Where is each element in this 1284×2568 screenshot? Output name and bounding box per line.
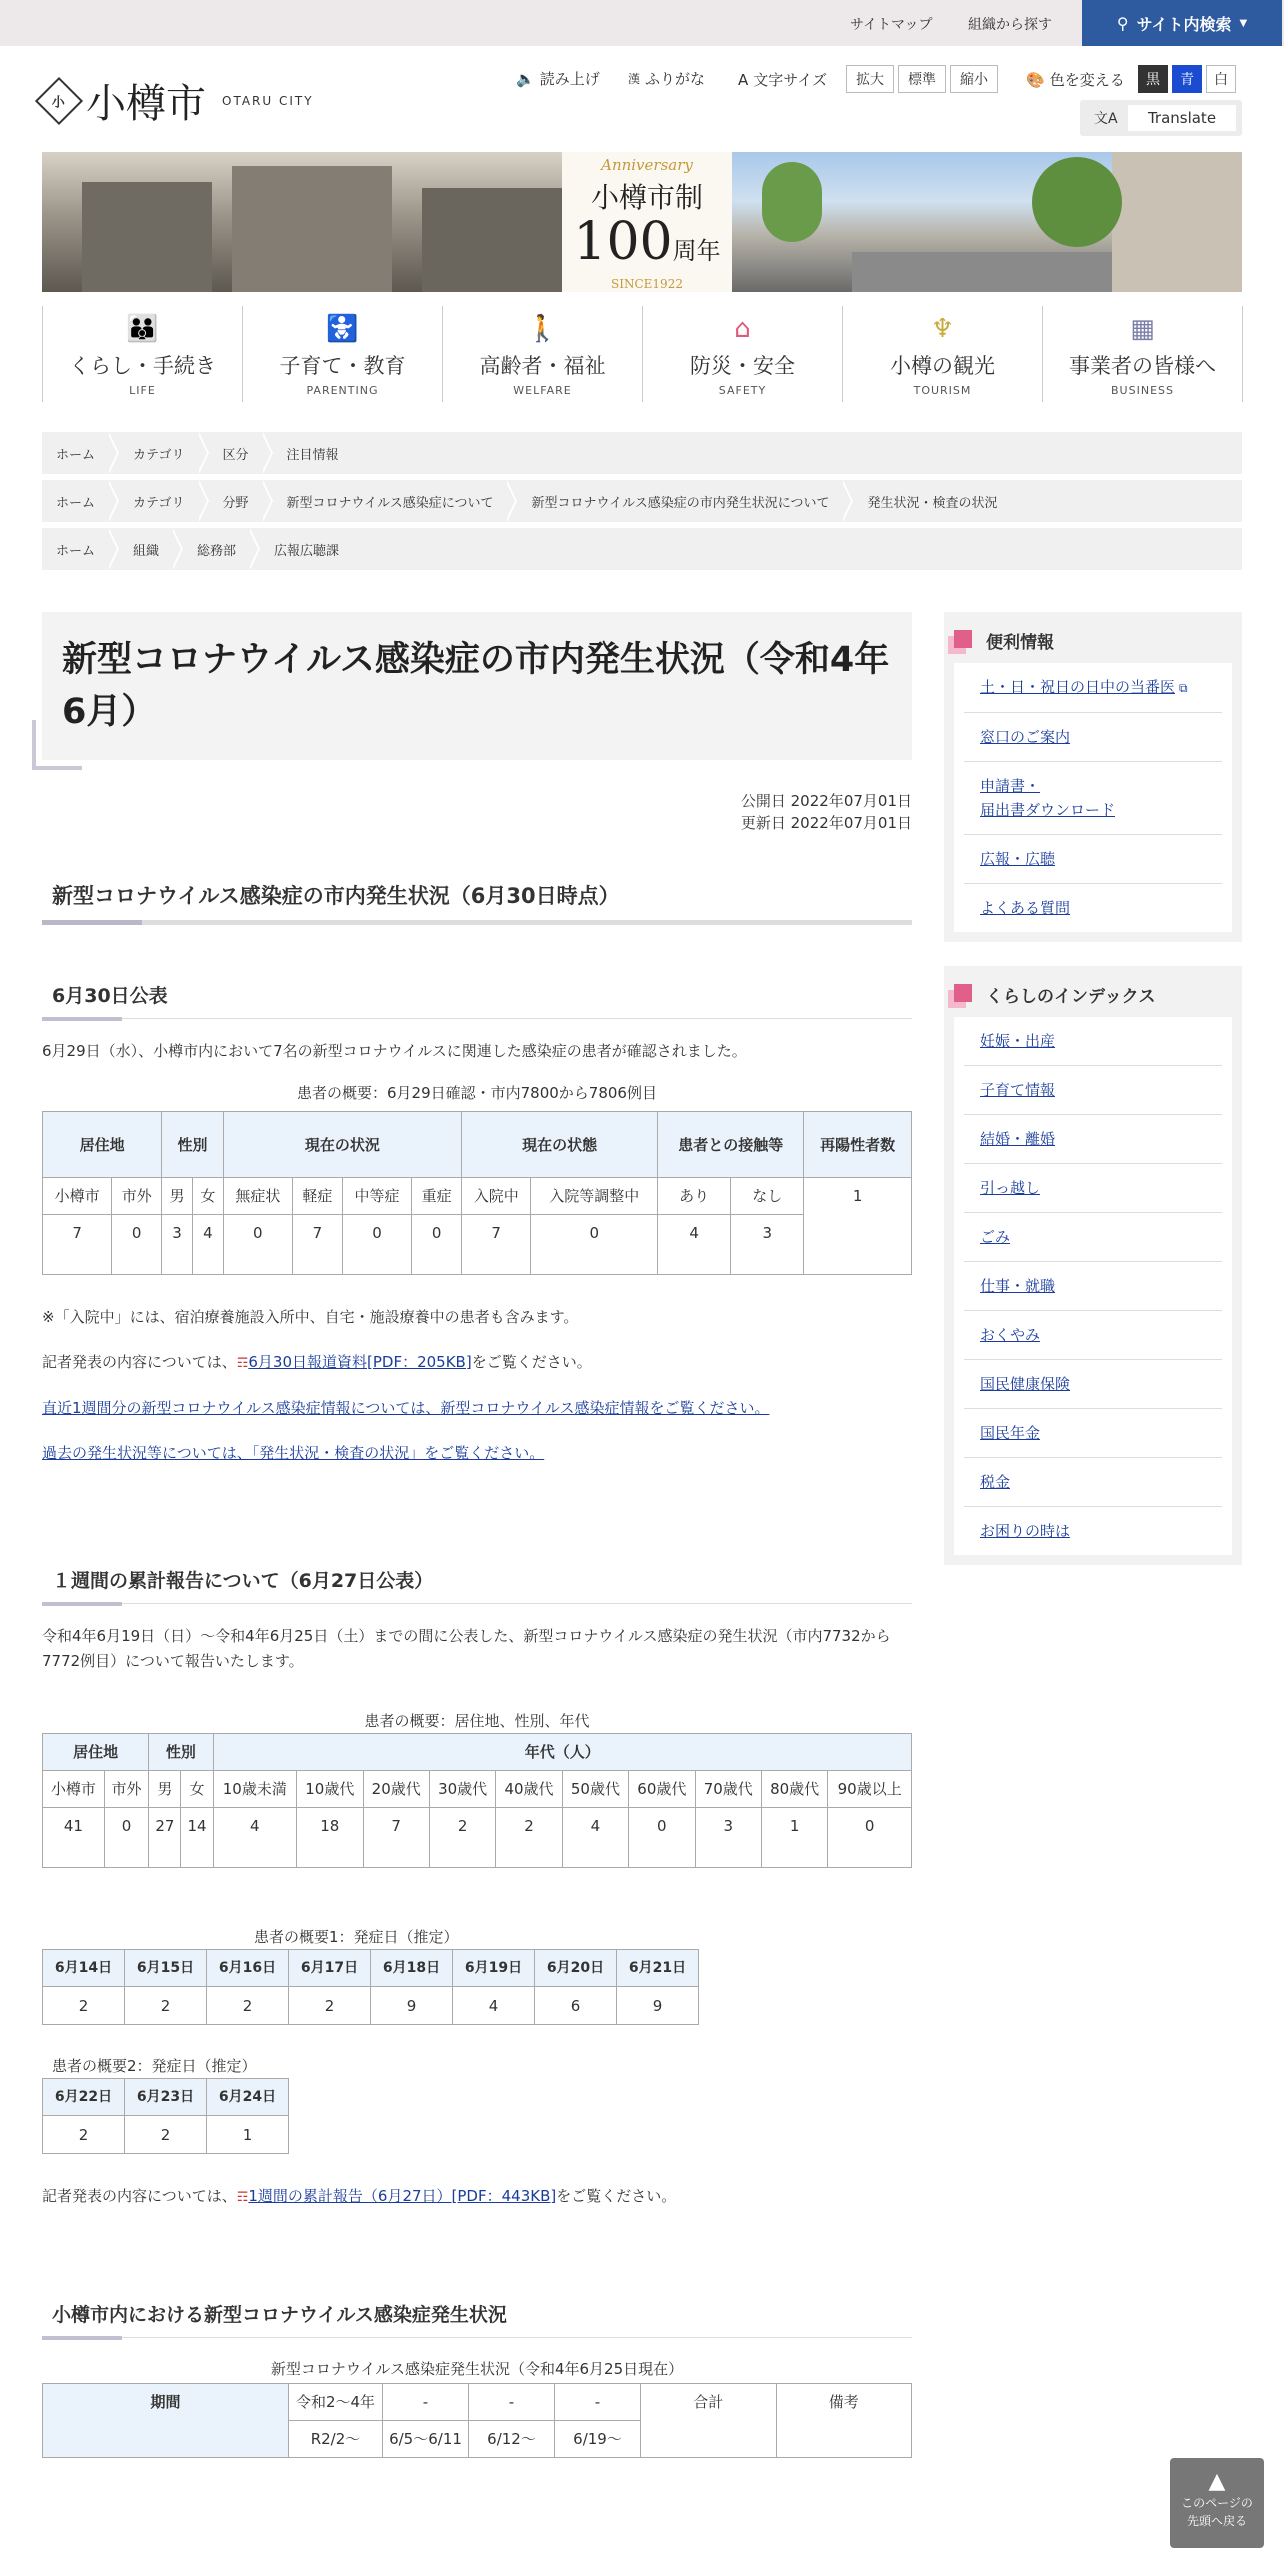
sidebar-item: [964, 663, 1222, 713]
breadcrumb-item[interactable]: カテゴリ: [119, 432, 208, 474]
nav-item-label: 小樽の観光: [890, 354, 995, 378]
table-cell: 9: [371, 1987, 453, 2025]
table-cell: 2: [43, 1987, 125, 2025]
nav-item-life[interactable]: [42, 306, 243, 402]
lamp-icon: ♆: [930, 314, 955, 344]
paragraph: 令和4年6月19日（日）～令和4年6月25日（土）までの間に公表した、新型コロナウイルス感染症の発生状況（市内7732から7772例目）について報告いたします。: [42, 1627, 891, 1670]
nav-item-business[interactable]: [1042, 306, 1243, 402]
table-cell: 90歳以上: [828, 1771, 912, 1808]
stroller-icon: 🚼: [326, 314, 359, 344]
table-cell: 10歳代: [297, 1771, 363, 1808]
breadcrumb: [42, 480, 1242, 522]
sidebar-link[interactable]: 国民年金: [980, 1424, 1041, 1442]
breadcrumb-item: 広報広聴課: [274, 543, 340, 559]
city-emblem-icon: 小: [35, 76, 83, 124]
table-cell: 3: [162, 1215, 193, 1275]
site-logo[interactable]: [42, 72, 314, 129]
table-cell: 2: [429, 1808, 495, 1868]
sidebar-item: [964, 1115, 1222, 1164]
table-cell: 70歳代: [695, 1771, 761, 1808]
font-icon: A: [738, 70, 749, 89]
table-header: 6月19日: [453, 1950, 535, 1987]
org-search-link[interactable]: 組織から探す: [968, 17, 1052, 33]
family-icon: 👪: [126, 314, 159, 344]
logo-en-text: OTARU CITY: [222, 93, 314, 108]
color-change-label: 🎨 色を変える: [1026, 70, 1125, 89]
sidebar-life-index: [944, 966, 1242, 1565]
nav-item-en-label: LIFE: [129, 384, 156, 397]
breadcrumb-item[interactable]: 総務部: [183, 528, 260, 570]
walking-icon: 🚶: [526, 314, 559, 344]
table-header: 6月15日: [125, 1950, 207, 1987]
table-header: 6月22日: [43, 2079, 125, 2116]
table-cell: 2: [289, 1987, 371, 2025]
nav-item-en-label: BUSINESS: [1111, 384, 1174, 397]
table-header: 6月21日: [617, 1950, 699, 1987]
updated-date: 更新日 2022年07月01日: [740, 814, 912, 832]
table-cell: 女: [181, 1771, 213, 1808]
table-cell: 1: [761, 1808, 827, 1868]
nav-item-label: くらし・手続き: [69, 354, 216, 378]
table-cell: 41: [43, 1808, 105, 1868]
sidebar-item: [964, 1458, 1222, 1507]
table-cell: 7: [292, 1215, 342, 1275]
font-size-down-button[interactable]: 縮小: [950, 65, 998, 93]
color-blue-button[interactable]: 青: [1172, 65, 1202, 93]
sidebar-link[interactable]: 子育て情報: [980, 1081, 1056, 1099]
sidebar-item: [964, 1262, 1222, 1311]
translate-button[interactable]: Translate: [1128, 105, 1236, 131]
table-cell: 0: [531, 1215, 658, 1275]
table-cell: 3: [731, 1215, 804, 1275]
table-cell: 80歳代: [761, 1771, 827, 1808]
table-cell: 0: [223, 1215, 292, 1275]
table-caption: 新型コロナウイルス感染症発生状況（令和4年6月25日現在）: [270, 2360, 684, 2378]
sidebar-item: [964, 762, 1222, 835]
nav-item-en-label: WELFARE: [513, 384, 572, 397]
breadcrumb-item[interactable]: ホーム: [42, 432, 119, 474]
pdf-icon: ☶: [236, 1356, 249, 1371]
subsection-heading: 小樽市内における新型コロナウイルス感染症発生状況: [42, 2290, 912, 2338]
table-cell: 合計: [641, 2384, 777, 2458]
color-white-button[interactable]: 白: [1206, 65, 1236, 93]
table-cell: 60歳代: [629, 1771, 695, 1808]
nav-item-label: 防災・安全: [690, 354, 795, 378]
sidebar-link[interactable]: 仕事・就職: [980, 1277, 1056, 1295]
breadcrumb: [42, 528, 1242, 570]
sidebar-item: [964, 713, 1222, 762]
nav-item-safety[interactable]: [642, 306, 843, 402]
global-nav: [42, 306, 1242, 402]
weekly-summary-table: [42, 1733, 912, 1868]
table-cell: 0: [104, 1808, 149, 1868]
table-cell: 4: [453, 1987, 535, 2025]
sidebar-item: [964, 1311, 1222, 1360]
breadcrumb-item: 注目情報: [286, 447, 339, 463]
table-header: 6月23日: [125, 2079, 207, 2116]
status-table: [42, 2383, 912, 2458]
table-cell: -: [383, 2384, 469, 2421]
table-cell: 4: [213, 1808, 297, 1868]
table-header: 6月18日: [371, 1950, 453, 1987]
nav-item-en-label: TOURISM: [913, 384, 972, 397]
table-cell: 3: [695, 1808, 761, 1868]
sidebar-item: [964, 1409, 1222, 1458]
table-cell: あり: [658, 1178, 731, 1215]
search-icon: ⚲: [1116, 13, 1129, 33]
sidebar-link[interactable]: 申請書・ 届出書ダウンロード: [980, 777, 1116, 819]
table-cell: 1: [207, 2116, 289, 2154]
table-caption: 患者の概要2：発症日（推定）: [52, 2057, 257, 2075]
font-size-label: A 文字サイズ: [738, 70, 828, 89]
sidebar-link[interactable]: 広報・広聴: [980, 850, 1056, 868]
sidebar-link[interactable]: 土・日・祝日の日中の当番医: [980, 678, 1176, 696]
table-cell: 6/5〜6/11: [383, 2421, 469, 2458]
table-header: 6月24日: [207, 2079, 289, 2116]
table-header: 居住地: [43, 1112, 162, 1178]
building-icon: ▦: [1130, 314, 1155, 344]
table-cell: 0: [112, 1215, 162, 1275]
nav-item-welfare[interactable]: [442, 306, 643, 402]
breadcrumb-item[interactable]: 区分: [209, 432, 273, 474]
table-cell: 0: [828, 1808, 912, 1868]
sidebar-heading: くらしのインデックス: [944, 966, 1242, 1017]
table-cell: 6/12〜: [469, 2421, 555, 2458]
table-cell: 18: [297, 1808, 363, 1868]
table-cell: なし: [731, 1178, 804, 1215]
table-header: 性別: [149, 1734, 213, 1771]
sitemap-link[interactable]: サイトマップ: [850, 17, 933, 33]
nav-item-tourism[interactable]: [842, 306, 1043, 402]
table-header: 6月14日: [43, 1950, 125, 1987]
breadcrumb-item: 発生状況・検査の状況: [867, 495, 998, 511]
paragraph: 6月29日（水）、小樽市内において7名の新型コロナウイルスに関連した感染症の患者が確認されました。: [42, 1042, 747, 1060]
table-cell: 20歳代: [363, 1771, 429, 1808]
sidebar-item: [964, 1360, 1222, 1409]
table-cell: -: [555, 2384, 641, 2421]
table-cell: 男: [149, 1771, 181, 1808]
sidebar-link[interactable]: 窓口のご案内: [980, 728, 1071, 746]
site-search-label: サイト内検索: [1136, 14, 1232, 34]
table-cell: 7: [43, 1215, 112, 1275]
press-release-link[interactable]: 6月30日報道資料[PDF：205KB]: [248, 1353, 472, 1371]
house-icon: ⌂: [734, 314, 751, 344]
sidebar-item: [964, 1507, 1222, 1555]
nav-item-label: 事業者の皆様へ: [1069, 354, 1216, 378]
font-size-up-button[interactable]: 拡大: [846, 65, 894, 93]
logo-text: 小樽市: [86, 81, 206, 127]
table-cell: 2: [43, 2116, 125, 2154]
breadcrumb-item[interactable]: ホーム: [42, 480, 119, 522]
table-caption: 患者の概要1：発症日（推定）: [254, 1928, 459, 1946]
table-cell: 27: [149, 1808, 181, 1868]
table-cell: 2: [207, 1987, 289, 2025]
press-release-text: 記者発表の内容については、☶1週間の累計報告（6月27日）[PDF：443KB]をご覧ください。: [42, 2187, 677, 2205]
table-header: 期間: [43, 2384, 289, 2458]
subsection-heading: １週間の累計報告について（6月27日公表）: [42, 1556, 912, 1604]
breadcrumb-item[interactable]: 新型コロナウイルス感染症について: [273, 480, 518, 522]
sidebar-item: [964, 835, 1222, 884]
nav-item-en-label: SAFETY: [718, 384, 767, 397]
breadcrumb-item[interactable]: 組織: [119, 528, 183, 570]
table-cell: 軽症: [292, 1178, 342, 1215]
table-cell: 7: [363, 1808, 429, 1868]
sidebar-item: [964, 1017, 1222, 1066]
table-cell: 市外: [104, 1771, 149, 1808]
breadcrumb-item[interactable]: 新型コロナウイルス感染症の市内発生状況について: [517, 480, 853, 522]
nav-item-label: 高齢者・福祉: [479, 354, 606, 378]
table-cell: 2: [125, 2116, 207, 2154]
caret-down-icon: ▼: [1239, 17, 1248, 29]
table-cell: 小樽市: [43, 1178, 112, 1215]
nav-item-label: 子育て・教育: [279, 354, 406, 378]
table-caption: 患者の概要：6月29日確認・市内7800から7806例目: [297, 1084, 657, 1102]
sidebar-link[interactable]: 税金: [980, 1473, 1011, 1491]
table-header: 現在の状態: [462, 1112, 658, 1178]
sidebar-item: [964, 1213, 1222, 1262]
read-aloud-button[interactable]: 🔈 読み上げ: [516, 69, 600, 88]
table-cell: 男: [162, 1178, 193, 1215]
sidebar-link[interactable]: 結婚・離婚: [980, 1130, 1056, 1148]
back-to-top-button[interactable]: ▲ このページの 先頭へ戻る: [1170, 2458, 1264, 2548]
table-cell: 7: [462, 1215, 531, 1275]
past-status-link[interactable]: 過去の発生状況等については、「発生状況・検査の状況」をご覧ください。: [42, 1444, 545, 1462]
table-cell: 40歳代: [496, 1771, 562, 1808]
breadcrumb-item[interactable]: ホーム: [42, 528, 119, 570]
font-size-standard-button[interactable]: 標準: [898, 65, 946, 93]
arrow-up-icon: ▲: [1208, 2469, 1226, 2494]
furigana-icon: 漢: [628, 72, 641, 86]
sidebar-list: [954, 1017, 1232, 1555]
table-caption: 患者の概要：居住地、性別、年代: [364, 1712, 590, 1730]
table-cell: 9: [617, 1987, 699, 2025]
site-search-button[interactable]: [1082, 0, 1282, 46]
sidebar-heading: 便利情報: [944, 612, 1242, 663]
breadcrumb-item[interactable]: 分野: [209, 480, 273, 522]
table-cell: 2: [496, 1808, 562, 1868]
nav-item-en-label: PARENTING: [306, 384, 379, 397]
color-black-button[interactable]: 黒: [1138, 65, 1168, 93]
title-corner-decoration: [32, 720, 82, 770]
published-date: 公開日 2022年07月01日: [740, 792, 912, 810]
sidebar-link[interactable]: 引っ越し: [980, 1179, 1041, 1197]
page-dates: [42, 790, 912, 834]
table-cell: 0: [412, 1215, 462, 1275]
sidebar-link[interactable]: よくある質問: [980, 899, 1071, 917]
banner-historic-photo: [42, 152, 562, 292]
table-cell: 入院中: [462, 1178, 531, 1215]
onset-date-table-2: [42, 2078, 289, 2154]
table-header: 6月20日: [535, 1950, 617, 1987]
sidebar-list: [954, 663, 1232, 932]
table-cell: 女: [192, 1178, 223, 1215]
banner-anniversary-text: Anniversary 小樽市制 100周年 SINCE1922: [562, 152, 732, 292]
table-header: 患者との接触等: [658, 1112, 804, 1178]
table-cell: 30歳代: [429, 1771, 495, 1808]
table-cell: 0: [342, 1215, 411, 1275]
translate-icon: 文A: [1094, 111, 1118, 127]
sidebar-item: [964, 1066, 1222, 1115]
breadcrumb: [42, 432, 1242, 474]
nav-item-parenting[interactable]: [242, 306, 443, 402]
table-cell: R2/2〜: [289, 2421, 383, 2458]
banner-modern-photo: [732, 152, 1242, 292]
press-release-text: 記者発表の内容については、☶6月30日報道資料[PDF：205KB]をご覧ください。: [42, 1353, 592, 1371]
table-cell: 入院等調整中: [531, 1178, 658, 1215]
table-cell: 10歳未満: [213, 1771, 297, 1808]
table-header: 性別: [162, 1112, 224, 1178]
table-header: 年代（人）: [213, 1734, 911, 1771]
table-cell: 4: [562, 1808, 628, 1868]
sidebar-link[interactable]: 国民健康保険: [980, 1375, 1071, 1393]
table-header: 6月17日: [289, 1950, 371, 1987]
table-cell: 50歳代: [562, 1771, 628, 1808]
table-header: 再陽性者数: [804, 1112, 912, 1178]
sidebar-useful-info: [944, 612, 1242, 942]
table-cell: 1: [804, 1178, 912, 1275]
sidebar-link[interactable]: おくやみ: [980, 1326, 1041, 1344]
table-cell: 令和2〜4年: [289, 2384, 383, 2421]
table-cell: 2: [125, 1987, 207, 2025]
table-header: 6月16日: [207, 1950, 289, 1987]
palette-icon: 🎨: [1026, 70, 1045, 89]
table-cell: 備考: [776, 2384, 912, 2458]
table-cell: 重症: [412, 1178, 462, 1215]
weekly-report-link[interactable]: 1週間の累計報告（6月27日）[PDF：443KB]: [248, 2187, 557, 2205]
main-content: [42, 612, 912, 2458]
table-cell: 4: [192, 1215, 223, 1275]
weekly-info-link[interactable]: 直近1週間分の新型コロナウイルス感染症情報については、新型コロナウイルス感染症情報をご覧ください。: [42, 1399, 770, 1417]
external-link-icon: ⧉: [1179, 681, 1188, 695]
table-header: 居住地: [43, 1734, 149, 1771]
table-cell: 6/19〜: [555, 2421, 641, 2458]
table-header: 現在の状況: [223, 1112, 461, 1178]
sidebar-link[interactable]: ごみ: [980, 1228, 1011, 1246]
sidebar-item: [964, 1164, 1222, 1213]
note: ※「入院中」には、宿泊療養施設入所中、自宅・施設療養中の患者も含みます。: [42, 1308, 579, 1326]
sidebar-link[interactable]: お困りの時は: [980, 1522, 1071, 1540]
subsection-heading: 6月30日公表: [42, 971, 912, 1019]
speaker-icon: 🔈: [516, 69, 535, 88]
sidebar-item: [964, 884, 1222, 932]
anniversary-banner[interactable]: [42, 152, 1242, 292]
sidebar-link[interactable]: 妊娠・出産: [980, 1032, 1056, 1050]
table-cell: 4: [658, 1215, 731, 1275]
page-title: 新型コロナウイルス感染症の市内発生状況（令和4年6月）: [42, 612, 912, 760]
furigana-button[interactable]: 漢 ふりがな: [628, 70, 706, 88]
onset-date-table-1: [42, 1949, 699, 2025]
table-cell: 無症状: [223, 1178, 292, 1215]
table-cell: 中等症: [342, 1178, 411, 1215]
table-cell: 6: [535, 1987, 617, 2025]
table-cell: 市外: [112, 1178, 162, 1215]
patient-summary-table: [42, 1111, 912, 1275]
section-heading: 新型コロナウイルス感染症の市内発生状況（6月30日時点）: [42, 870, 912, 925]
table-cell: 0: [629, 1808, 695, 1868]
table-cell: -: [469, 2384, 555, 2421]
table-cell: 小樽市: [43, 1771, 105, 1808]
table-cell: 14: [181, 1808, 213, 1868]
pdf-icon: ☶: [236, 2190, 249, 2205]
breadcrumb-item[interactable]: カテゴリ: [119, 480, 208, 522]
